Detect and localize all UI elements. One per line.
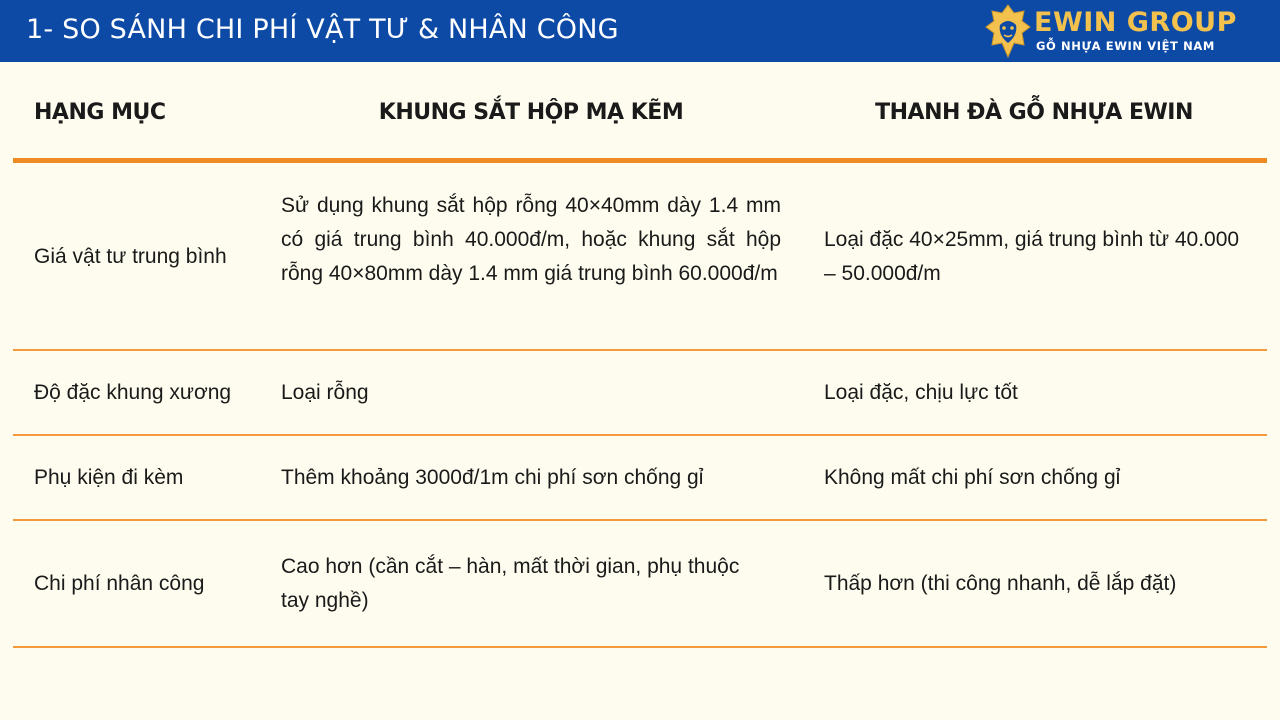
row-divider	[13, 349, 1267, 351]
row-3-category: Phụ kiện đi kèm	[34, 466, 184, 489]
page-title: 1- SO SÁNH CHI PHÍ VẬT TƯ & NHÂN CÔNG	[26, 14, 619, 45]
row-divider	[13, 519, 1267, 521]
row-2-ewin: Loại đặc, chịu lực tốt	[824, 381, 1018, 404]
row-4-category: Chi phí nhân công	[34, 572, 205, 595]
column-header-ewin-joist: THANH ĐÀ GỖ NHỰA EWIN	[875, 100, 1193, 125]
brand-logo	[984, 3, 1237, 59]
header-bar	[0, 0, 1280, 62]
brand-tagline: GỖ NHỰA EWIN VIỆT NAM	[1036, 39, 1215, 53]
brand-name: EWIN GROUP	[1034, 7, 1237, 38]
row-1-category: Giá vật tư trung bình	[34, 245, 227, 268]
row-3-steel: Thêm khoảng 3000đ/1m chi phí sơn chống gỉ	[281, 466, 704, 489]
row-4-steel: Cao hơn (cần cắt – hàn, mất thời gian, phụ thuộc tay nghề)	[281, 555, 740, 612]
column-header-steel-frame: KHUNG SẮT HỘP MẠ KẼM	[378, 100, 684, 125]
row-divider	[13, 646, 1267, 648]
row-4-ewin: Thấp hơn (thi công nhanh, dễ lắp đặt)	[824, 572, 1177, 595]
column-header-category: HẠNG MỤC	[34, 100, 166, 125]
lion-head-logo-icon	[984, 3, 1032, 59]
row-2-category: Độ đặc khung xương	[34, 381, 232, 404]
row-divider	[13, 434, 1267, 436]
row-1-steel: Sử dụng khung sắt hộp rỗng 40×40mm dày 1.4 mm có giá trung bình 40.000đ/m, hoặc khung sắt hộp rỗng 40×80mm dày 1.4 mm giá trung bình 60.000đ/m	[281, 194, 781, 285]
row-2-steel: Loại rỗng	[281, 381, 369, 404]
row-3-ewin: Không mất chi phí sơn chống gỉ	[824, 466, 1121, 489]
row-1-ewin: Loại đặc 40×25mm, giá trung bình từ 40.000 – 50.000đ/m	[824, 228, 1240, 285]
header-divider	[13, 158, 1267, 163]
